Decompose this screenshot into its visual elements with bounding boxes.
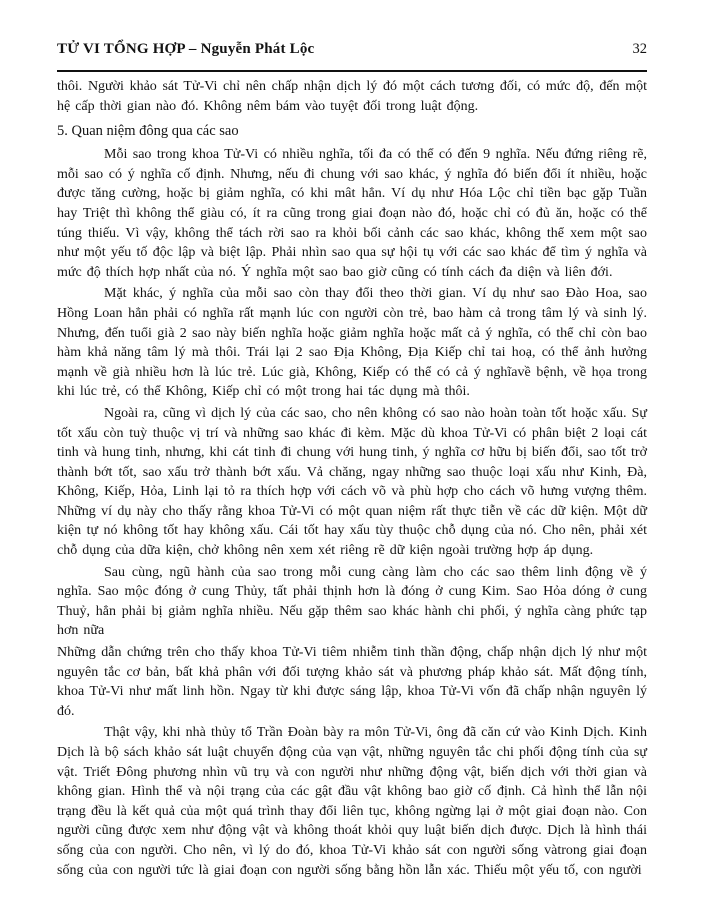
paragraph: Mặt khác, ý nghĩa của mỗi sao còn thay đổi theo thời gian. Ví dụ như sao Đào Hoa, sao Hồng Loan hẳn phải có nghĩa rất mạnh lúc con người còn trẻ, bao hàm cả trong tâm lý và sinh lý. Nhưng, đến tuổi già 2 sao này biến nghĩa hoặc giảm nghĩa hoặc mất cả ý nghĩa, có thể chỉ còn bao hàm khả năng tâm lý mà thôi. Trái lại 2 sao Địa Không, Địa Kiếp chỉ tai hoạ, có thể ảnh hưởng mạnh về già nhiều hơn là lúc trẻ. Lúc già, Không, Kiếp có thể có cả ý nghĩavề bệnh, về họa trong khi lúc trẻ, có thể Không, Kiếp chỉ có một trong hai tác dụng mà thôi. bbox=[57, 286, 647, 400]
page-number: 32 bbox=[632, 41, 647, 57]
header-divider bbox=[57, 70, 647, 72]
paragraph: Những dẫn chứng trên cho thấy khoa Tử-Vi tiêm nhiễm tinh thần động, chấp nhận dịch lý như một nguyên tắc cơ bản, bất khả phân với đối tượng khảo sát và phương pháp khảo sát. Mất động tính, khoa Tử-Vi như mất linh hồn. Ngay từ khi được sáng lập, khoa Tử-Vi vốn đã chấp nhận nguyên lý đó. bbox=[57, 645, 647, 719]
paragraph: Mỗi sao trong khoa Tử-Vi có nhiều nghĩa, tối đa có thể có đến 9 nghĩa. Nếu đứng riêng rẽ, mỗi sao có ý nghĩa cố định. Nhưng, nếu đi chung với sao khác, ý nghĩa đó biến đổi ít nhiều, hoặc được tăng cường, hoặc bị giảm nghĩa, có khi mât hẳn. Ví dụ như Hóa Lộc chỉ tiền bạc gặp Tuần hay Triệt thì không thể giàu có, ít ra cũng trong giai đoạn nào đó, hoặc chỉ có đủ ăn, hoặc có thể túng thiếu. Vì vậy, không thể tách rời sao ra khỏi bối cảnh các sao khác, không thể xem một sao như một yếu tố độc lập và biệt lập. Phải nhìn sao qua sự hội tụ với các sao khác để tìm ý nghĩa và mức độ thích hợp nhất của nó. Ý nghĩa một sao bao giờ cũng có tính cách đa diện và liên đới. bbox=[57, 147, 647, 280]
paragraph-intro-continuation: thôi. Người khảo sát Tử-Vi chỉ nên chấp nhận dịch lý đó một cách tương đối, có mức độ, đến một hệ cấp thời gian nào đó. Không nêm bám vào tuyệt đối trong luật động. bbox=[57, 79, 647, 114]
page-header bbox=[57, 40, 647, 58]
paragraph: Thật vậy, khi nhà thủy tổ Trần Đoàn bày ra môn Tử-Vi, ông đã căn cứ vào Kinh Dịch. Kinh Dịch là bộ sách khảo sát luật chuyển động của vạn vật, những nguyên tắc chi phối động tính của sự vật. Triết Đông phương nhìn vũ trụ và con người như những động vật, biến dịch với thời gian và không gian. Hình thể và nội trạng của các gật đầu vật không bao giờ cố định. Cả hình thể lẫn nội trạng đều là kết quả của một quá trình thay đổi liên tục, không ngừng lại ở một giai đoạn nào. Con người cũng được xem như động vật và không thoát khỏi quy luật biến dịch được. Dịch là hình thái sống của con người. Cho nên, vì lý do đó, khoa Tử-Vi khảo sát con người sống vàtrong giai đoạn sống của con người tức là giai đoạn con người sống bằng hồn lẫn xác. Thiếu một yếu tố, con người bbox=[57, 725, 647, 878]
paragraph: Sau cùng, ngũ hành của sao trong mỗi cung càng làm cho các sao thêm linh động về ý nghĩa. Sao mộc đóng ở cung Thủy, tất phải thịnh hơn là đóng ở cung Kim. Sao Hỏa dóng ở cung Thuỷ, hẳn phải bị giảm nghĩa nhiều. Nếu gặp thêm sao khác hành chi phối, ý nghĩa càng phức tạp hơn nữa bbox=[57, 564, 647, 639]
paragraph: Ngoài ra, cũng vì dịch lý của các sao, cho nên không có sao nào hoàn toàn tốt hoặc xấu. Sự tốt xấu còn tuỳ thuộc vị trí và những sao khác đi kèm. Mặc dù khoa Tử-Vi có phân biệt 2 loại cát tinh và hung tinh, nhưng, khi cát tinh đi chung với hung tinh, ý nghĩa cơ hữu bị biến đổi, sao tốt trở thành bớt tốt, sao xấu trở thành bớt xấu. Vả chăng, ngay những sao thuộc loại xấu như Kinh, Đà, Không, Kiếp, Hỏa, Linh lại tỏ ra thích hợp với cách võ và phù hợp cho cách võ hưng vượng thêm. Những ví dụ này cho thấy rằng khoa Tử-Vi có một quan niệm rất thực tiễn về các dữ kiện. Một dữ kiện tự nó không tốt hay không xấu. Cái tốt hay xấu tùy thuộc chỗ dụng của nó. Cho nên, phải xét chỗ dụng của dữa kiện, chở không nên xem xét riêng rẽ dữ kiện ngoài trường hợp áp dụng. bbox=[57, 405, 647, 559]
section-heading: 5. Quan niệm đông qua các sao bbox=[57, 123, 239, 140]
book-title: TỬ VI TỔNG HỢP – Nguyễn Phát Lộc bbox=[57, 41, 315, 57]
page-body bbox=[57, 77, 647, 880]
